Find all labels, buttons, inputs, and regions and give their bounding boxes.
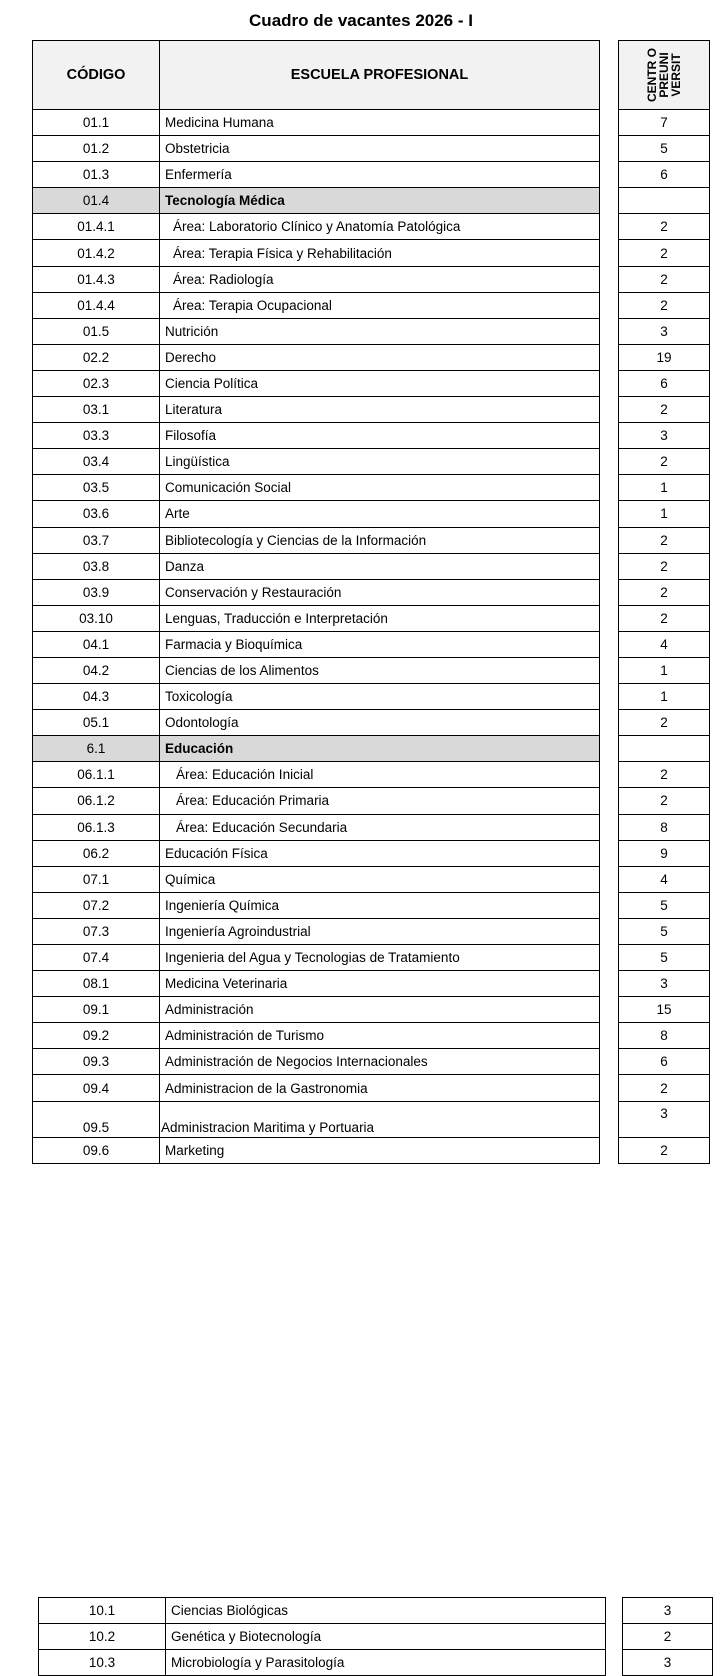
page-title: Cuadro de vacantes 2026 - I bbox=[249, 11, 473, 30]
header-centro-label: CENTR O PREUNI VERSIT bbox=[645, 48, 683, 102]
table-row bbox=[33, 136, 710, 162]
code-cell: 01.1 bbox=[33, 110, 160, 136]
code-cell: 03.10 bbox=[33, 605, 160, 631]
school-cell: Ciencia Política bbox=[160, 370, 600, 396]
school-cell: Ciencias Biológicas bbox=[166, 1598, 606, 1624]
school-cell: Educación bbox=[160, 736, 600, 762]
school-cell: Educación Física bbox=[160, 840, 600, 866]
vacancies-cell: 9 bbox=[619, 840, 710, 866]
table-body-continued bbox=[39, 1598, 713, 1676]
vacancies-cell: 8 bbox=[619, 1023, 710, 1049]
vacancies-cell: 2 bbox=[619, 710, 710, 736]
code-cell: 09.2 bbox=[33, 1023, 160, 1049]
school-cell: Conservación y Restauración bbox=[160, 579, 600, 605]
school-cell: Área: Educación Secundaria bbox=[160, 814, 600, 840]
code-cell: 01.2 bbox=[33, 136, 160, 162]
school-cell: Toxicología bbox=[160, 684, 600, 710]
vacancies-cell: 2 bbox=[619, 605, 710, 631]
table-row bbox=[33, 449, 710, 475]
vacancies-cell: 1 bbox=[619, 684, 710, 710]
vacancies-cell: 19 bbox=[619, 344, 710, 370]
vacancies-cell: 3 bbox=[619, 423, 710, 449]
vacancies-cell bbox=[619, 736, 710, 762]
vacancies-cell: 6 bbox=[619, 1049, 710, 1075]
table-row bbox=[33, 657, 710, 683]
code-cell: 03.1 bbox=[33, 397, 160, 423]
table-row bbox=[33, 318, 710, 344]
code-cell: 01.4.4 bbox=[33, 292, 160, 318]
vacancies-cell: 2 bbox=[619, 1137, 710, 1163]
table-row bbox=[33, 266, 710, 292]
school-cell: Área: Educación Inicial bbox=[160, 762, 600, 788]
vacancies-cell: 2 bbox=[619, 292, 710, 318]
table-body bbox=[33, 110, 710, 1164]
school-cell: Arte bbox=[160, 501, 600, 527]
table-row bbox=[33, 997, 710, 1023]
school-cell: Administración de Negocios Internacionales bbox=[160, 1049, 600, 1075]
table-row bbox=[33, 892, 710, 918]
school-cell: Tecnología Médica bbox=[160, 188, 600, 214]
code-cell: 02.2 bbox=[33, 344, 160, 370]
code-cell: 03.6 bbox=[33, 501, 160, 527]
vacancies-cell: 6 bbox=[619, 370, 710, 396]
vacancies-cell: 2 bbox=[619, 449, 710, 475]
code-cell: 09.1 bbox=[33, 997, 160, 1023]
header-codigo: CÓDIGO bbox=[33, 41, 160, 110]
school-cell: Nutrición bbox=[160, 318, 600, 344]
table-row bbox=[39, 1650, 713, 1676]
school-cell: Área: Laboratorio Clínico y Anatomía Patológica bbox=[160, 214, 600, 240]
table-row bbox=[33, 501, 710, 527]
table-row bbox=[33, 945, 710, 971]
table-row bbox=[33, 162, 710, 188]
vacancies-cell: 3 bbox=[619, 1101, 710, 1137]
school-cell: Ingeniería Química bbox=[160, 892, 600, 918]
code-cell: 03.4 bbox=[33, 449, 160, 475]
school-cell: Comunicación Social bbox=[160, 475, 600, 501]
school-cell: Marketing bbox=[160, 1137, 600, 1163]
code-cell: 01.4.1 bbox=[33, 214, 160, 240]
table-row bbox=[33, 710, 710, 736]
school-cell: Medicina Veterinaria bbox=[160, 971, 600, 997]
school-cell: Genética y Biotecnología bbox=[166, 1624, 606, 1650]
vacancies-cell: 3 bbox=[619, 971, 710, 997]
vacancies-cell: 1 bbox=[619, 501, 710, 527]
vacancies-cell: 5 bbox=[619, 918, 710, 944]
school-cell: Derecho bbox=[160, 344, 600, 370]
vacancies-cell: 2 bbox=[619, 579, 710, 605]
vacancies-cell: 1 bbox=[619, 657, 710, 683]
vacancies-cell: 2 bbox=[619, 527, 710, 553]
code-cell: 03.8 bbox=[33, 553, 160, 579]
code-cell: 03.3 bbox=[33, 423, 160, 449]
school-cell: Medicina Humana bbox=[160, 110, 600, 136]
school-cell: Microbiología y Parasitología bbox=[166, 1650, 606, 1676]
table-row bbox=[33, 788, 710, 814]
school-cell: Área: Educación Primaria bbox=[160, 788, 600, 814]
vacancies-cell: 2 bbox=[619, 553, 710, 579]
table-row bbox=[33, 344, 710, 370]
code-cell: 07.4 bbox=[33, 945, 160, 971]
code-cell: 05.1 bbox=[33, 710, 160, 736]
vacancies-cell: 3 bbox=[623, 1598, 713, 1624]
school-cell: Administracion Maritima y Portuaria bbox=[160, 1101, 600, 1137]
vacancies-cell: 7 bbox=[619, 110, 710, 136]
vacancies-cell: 2 bbox=[619, 762, 710, 788]
table-row bbox=[33, 397, 710, 423]
school-cell: Ciencias de los Alimentos bbox=[160, 657, 600, 683]
table-row bbox=[33, 370, 710, 396]
table-row bbox=[33, 214, 710, 240]
school-cell: Administracion de la Gastronomia bbox=[160, 1075, 600, 1101]
vacancies-table bbox=[32, 40, 710, 1164]
vacancies-cell: 5 bbox=[619, 136, 710, 162]
code-cell: 06.1.1 bbox=[33, 762, 160, 788]
table-row bbox=[33, 1023, 710, 1049]
code-cell: 01.4.2 bbox=[33, 240, 160, 266]
table-row bbox=[33, 240, 710, 266]
table-row bbox=[33, 423, 710, 449]
vacancies-cell: 2 bbox=[619, 397, 710, 423]
code-cell: 09.3 bbox=[33, 1049, 160, 1075]
table-row bbox=[33, 605, 710, 631]
vacancies-cell: 6 bbox=[619, 162, 710, 188]
code-cell: 07.2 bbox=[33, 892, 160, 918]
code-cell: 03.9 bbox=[33, 579, 160, 605]
school-cell: Área: Terapia Ocupacional bbox=[160, 292, 600, 318]
table-row bbox=[33, 814, 710, 840]
school-cell: Área: Radiología bbox=[160, 266, 600, 292]
code-cell: 08.1 bbox=[33, 971, 160, 997]
vacancies-table-continued bbox=[38, 1597, 713, 1676]
table-row bbox=[33, 188, 710, 214]
table-row bbox=[33, 475, 710, 501]
table-row bbox=[33, 1075, 710, 1101]
code-cell: 02.3 bbox=[33, 370, 160, 396]
school-cell: Ingenieria del Agua y Tecnologias de Tratamiento bbox=[160, 945, 600, 971]
vacancies-cell: 3 bbox=[619, 318, 710, 344]
table-row bbox=[33, 1137, 710, 1163]
code-cell: 07.1 bbox=[33, 866, 160, 892]
code-cell: 09.5 bbox=[33, 1101, 160, 1137]
code-cell: 04.2 bbox=[33, 657, 160, 683]
school-cell: Química bbox=[160, 866, 600, 892]
vacancies-cell: 4 bbox=[619, 631, 710, 657]
school-cell: Bibliotecología y Ciencias de la Información bbox=[160, 527, 600, 553]
table-row bbox=[33, 1049, 710, 1075]
table-row bbox=[33, 631, 710, 657]
school-cell: Odontología bbox=[160, 710, 600, 736]
vacancies-cell: 8 bbox=[619, 814, 710, 840]
code-cell: 06.2 bbox=[33, 840, 160, 866]
table-row bbox=[33, 866, 710, 892]
code-cell: 01.4.3 bbox=[33, 266, 160, 292]
code-cell: 04.1 bbox=[33, 631, 160, 657]
code-cell: 04.3 bbox=[33, 684, 160, 710]
header-escuela: ESCUELA PROFESIONAL bbox=[160, 41, 600, 110]
table-row bbox=[33, 840, 710, 866]
code-cell: 03.5 bbox=[33, 475, 160, 501]
school-cell: Literatura bbox=[160, 397, 600, 423]
code-cell: 01.5 bbox=[33, 318, 160, 344]
table-row bbox=[33, 684, 710, 710]
school-cell: Administración de Turismo bbox=[160, 1023, 600, 1049]
code-cell: 07.3 bbox=[33, 918, 160, 944]
header-centro bbox=[619, 41, 710, 110]
vacancies-cell: 2 bbox=[619, 788, 710, 814]
code-cell: 03.7 bbox=[33, 527, 160, 553]
table-row bbox=[33, 762, 710, 788]
table-row bbox=[33, 292, 710, 318]
school-cell: Lingüística bbox=[160, 449, 600, 475]
vacancies-cell bbox=[619, 188, 710, 214]
vacancies-cell: 1 bbox=[619, 475, 710, 501]
school-cell: Farmacia y Bioquímica bbox=[160, 631, 600, 657]
school-cell: Obstetricia bbox=[160, 136, 600, 162]
vacancies-cell: 2 bbox=[619, 266, 710, 292]
vacancies-cell: 4 bbox=[619, 866, 710, 892]
table-row bbox=[33, 918, 710, 944]
school-cell: Lenguas, Traducción e Interpretación bbox=[160, 605, 600, 631]
code-cell: 01.4 bbox=[33, 188, 160, 214]
table-row bbox=[33, 1101, 710, 1137]
code-cell: 06.1.2 bbox=[33, 788, 160, 814]
vacancies-cell: 3 bbox=[623, 1650, 713, 1676]
table-row bbox=[39, 1598, 713, 1624]
table-row bbox=[33, 110, 710, 136]
vacancies-cell: 5 bbox=[619, 892, 710, 918]
code-cell: 09.6 bbox=[33, 1137, 160, 1163]
school-cell: Administración bbox=[160, 997, 600, 1023]
vacancies-cell: 2 bbox=[623, 1624, 713, 1650]
code-cell: 10.3 bbox=[39, 1650, 166, 1676]
code-cell: 10.1 bbox=[39, 1598, 166, 1624]
table-row bbox=[39, 1624, 713, 1650]
school-cell: Filosofía bbox=[160, 423, 600, 449]
school-cell: Enfermería bbox=[160, 162, 600, 188]
code-cell: 09.4 bbox=[33, 1075, 160, 1101]
vacancies-cell: 15 bbox=[619, 997, 710, 1023]
table-row bbox=[33, 736, 710, 762]
school-cell: Danza bbox=[160, 553, 600, 579]
code-cell: 10.2 bbox=[39, 1624, 166, 1650]
school-cell: Ingeniería Agroindustrial bbox=[160, 918, 600, 944]
code-cell: 01.3 bbox=[33, 162, 160, 188]
table-row bbox=[33, 971, 710, 997]
header-row bbox=[33, 41, 710, 110]
school-cell: Área: Terapia Física y Rehabilitación bbox=[160, 240, 600, 266]
table-row bbox=[33, 553, 710, 579]
table-row bbox=[33, 579, 710, 605]
code-cell: 6.1 bbox=[33, 736, 160, 762]
vacancies-cell: 5 bbox=[619, 945, 710, 971]
code-cell: 06.1.3 bbox=[33, 814, 160, 840]
vacancies-cell: 2 bbox=[619, 214, 710, 240]
vacancies-cell: 2 bbox=[619, 240, 710, 266]
table-row bbox=[33, 527, 710, 553]
vacancies-cell: 2 bbox=[619, 1075, 710, 1101]
